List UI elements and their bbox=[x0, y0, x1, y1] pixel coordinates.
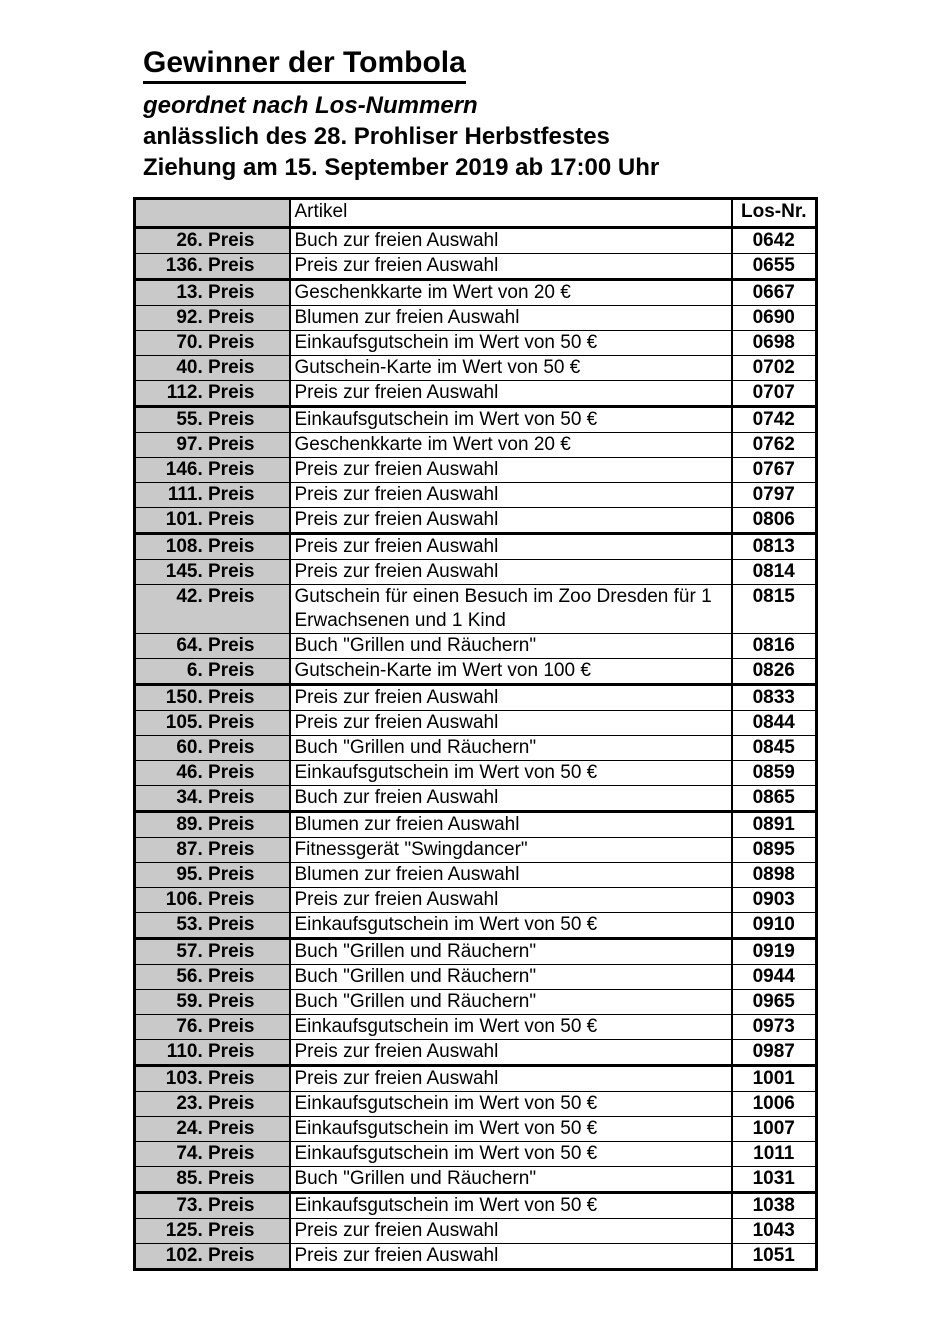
lot-number-cell: 1043 bbox=[732, 1219, 817, 1244]
article-cell: Gutschein-Karte im Wert von 50 € bbox=[290, 356, 732, 381]
article-cell: Fitnessgerät "Swingdancer" bbox=[290, 838, 732, 863]
article-cell: Einkaufsgutschein im Wert von 50 € bbox=[290, 1092, 732, 1117]
table-row bbox=[135, 812, 817, 838]
lot-number-cell: 0667 bbox=[732, 280, 817, 306]
lot-number-cell: 0767 bbox=[732, 458, 817, 483]
article-cell: Einkaufsgutschein im Wert von 50 € bbox=[290, 1117, 732, 1142]
prize-rank-cell: 46. Preis bbox=[135, 761, 290, 786]
lot-number-cell: 0742 bbox=[732, 407, 817, 433]
table-row bbox=[135, 306, 817, 331]
lot-number-cell: 0698 bbox=[732, 331, 817, 356]
prize-rank-cell: 85. Preis bbox=[135, 1167, 290, 1193]
lot-number-cell: 0815 bbox=[732, 585, 817, 634]
article-cell: Gutschein für einen Besuch im Zoo Dresden für 1 Erwachsenen und 1 Kind bbox=[290, 585, 732, 634]
lot-number-cell: 0987 bbox=[732, 1040, 817, 1066]
prize-rank-cell: 53. Preis bbox=[135, 913, 290, 939]
article-cell: Buch "Grillen und Räuchern" bbox=[290, 939, 732, 965]
table-row bbox=[135, 1193, 817, 1219]
article-cell: Buch zur freien Auswahl bbox=[290, 786, 732, 812]
table-row bbox=[135, 1167, 817, 1193]
prize-rank-cell: 13. Preis bbox=[135, 280, 290, 306]
prize-rank-cell: 145. Preis bbox=[135, 560, 290, 585]
lot-number-cell: 1038 bbox=[732, 1193, 817, 1219]
document-header bbox=[0, 0, 949, 183]
article-cell: Buch "Grillen und Räuchern" bbox=[290, 1167, 732, 1193]
table-row bbox=[135, 1244, 817, 1270]
article-cell: Blumen zur freien Auswahl bbox=[290, 306, 732, 331]
prize-rank-cell: 23. Preis bbox=[135, 1092, 290, 1117]
prize-rank-cell: 87. Preis bbox=[135, 838, 290, 863]
table-row bbox=[135, 1142, 817, 1167]
article-cell: Einkaufsgutschein im Wert von 50 € bbox=[290, 407, 732, 433]
lot-number-cell: 0806 bbox=[732, 508, 817, 534]
subtitle-sort-order: geordnet nach Los-Nummern bbox=[143, 92, 478, 119]
winners-table-body bbox=[135, 228, 817, 1270]
prize-rank-cell: 70. Preis bbox=[135, 331, 290, 356]
lot-number-cell: 0826 bbox=[732, 659, 817, 685]
prize-rank-cell: 34. Preis bbox=[135, 786, 290, 812]
prize-rank-cell: 112. Preis bbox=[135, 381, 290, 407]
prize-rank-cell: 42. Preis bbox=[135, 585, 290, 634]
article-cell: Preis zur freien Auswahl bbox=[290, 711, 732, 736]
table-row bbox=[135, 458, 817, 483]
prize-rank-cell: 105. Preis bbox=[135, 711, 290, 736]
prize-rank-cell: 74. Preis bbox=[135, 1142, 290, 1167]
lot-number-cell: 0891 bbox=[732, 812, 817, 838]
prize-rank-cell: 26. Preis bbox=[135, 228, 290, 254]
lot-number-cell: 0859 bbox=[732, 761, 817, 786]
lot-number-cell: 0833 bbox=[732, 685, 817, 711]
table-row bbox=[135, 913, 817, 939]
table-row bbox=[135, 407, 817, 433]
article-cell: Preis zur freien Auswahl bbox=[290, 483, 732, 508]
prize-rank-cell: 73. Preis bbox=[135, 1193, 290, 1219]
table-row bbox=[135, 508, 817, 534]
article-cell: Einkaufsgutschein im Wert von 50 € bbox=[290, 1142, 732, 1167]
prize-rank-cell: 76. Preis bbox=[135, 1015, 290, 1040]
prize-rank-cell: 60. Preis bbox=[135, 736, 290, 761]
lot-number-cell: 0762 bbox=[732, 433, 817, 458]
table-row bbox=[135, 1219, 817, 1244]
article-cell: Einkaufsgutschein im Wert von 50 € bbox=[290, 1015, 732, 1040]
article-cell: Buch "Grillen und Räuchern" bbox=[290, 634, 732, 659]
subtitle-drawing-info: Ziehung am 15. September 2019 ab 17:00 Uhr bbox=[143, 154, 660, 181]
lot-number-cell: 1031 bbox=[732, 1167, 817, 1193]
prize-rank-cell: 59. Preis bbox=[135, 990, 290, 1015]
table-row bbox=[135, 254, 817, 280]
article-cell: Preis zur freien Auswahl bbox=[290, 888, 732, 913]
lot-number-cell: 0910 bbox=[732, 913, 817, 939]
article-cell: Einkaufsgutschein im Wert von 50 € bbox=[290, 761, 732, 786]
article-cell: Buch zur freien Auswahl bbox=[290, 228, 732, 254]
article-column-header: Artikel bbox=[290, 199, 732, 228]
prize-rank-cell: 6. Preis bbox=[135, 659, 290, 685]
lot-number-cell: 0814 bbox=[732, 560, 817, 585]
article-cell: Preis zur freien Auswahl bbox=[290, 1066, 732, 1092]
table-row bbox=[135, 280, 817, 306]
lot-number-cell: 0898 bbox=[732, 863, 817, 888]
prize-rank-cell: 92. Preis bbox=[135, 306, 290, 331]
table-header-row bbox=[135, 199, 817, 228]
article-cell: Preis zur freien Auswahl bbox=[290, 381, 732, 407]
article-cell: Einkaufsgutschein im Wert von 50 € bbox=[290, 1193, 732, 1219]
article-cell: Geschenkkarte im Wert von 20 € bbox=[290, 433, 732, 458]
prize-rank-cell: 55. Preis bbox=[135, 407, 290, 433]
page-title-text: Gewinner der Tombola bbox=[143, 46, 466, 84]
article-cell: Preis zur freien Auswahl bbox=[290, 508, 732, 534]
prize-rank-cell: 89. Preis bbox=[135, 812, 290, 838]
article-cell: Preis zur freien Auswahl bbox=[290, 1244, 732, 1270]
table-row bbox=[135, 1040, 817, 1066]
lot-number-cell: 0816 bbox=[732, 634, 817, 659]
table-row bbox=[135, 560, 817, 585]
table-row bbox=[135, 786, 817, 812]
table-row bbox=[135, 659, 817, 685]
lot-number-cell: 0965 bbox=[732, 990, 817, 1015]
article-cell: Blumen zur freien Auswahl bbox=[290, 863, 732, 888]
prize-rank-cell: 110. Preis bbox=[135, 1040, 290, 1066]
lot-number-cell: 0642 bbox=[732, 228, 817, 254]
winners-table bbox=[133, 197, 818, 1271]
article-cell: Buch "Grillen und Räuchern" bbox=[290, 736, 732, 761]
article-cell: Einkaufsgutschein im Wert von 50 € bbox=[290, 913, 732, 939]
lot-number-cell: 1051 bbox=[732, 1244, 817, 1270]
article-cell: Preis zur freien Auswahl bbox=[290, 560, 732, 585]
table-row bbox=[135, 356, 817, 381]
lot-column-header: Los-Nr. bbox=[732, 199, 817, 228]
prize-rank-cell: 103. Preis bbox=[135, 1066, 290, 1092]
article-cell: Preis zur freien Auswahl bbox=[290, 685, 732, 711]
table-row bbox=[135, 1015, 817, 1040]
table-row bbox=[135, 381, 817, 407]
prize-rank-cell: 97. Preis bbox=[135, 433, 290, 458]
prize-rank-cell: 106. Preis bbox=[135, 888, 290, 913]
lot-number-cell: 0707 bbox=[732, 381, 817, 407]
prize-rank-cell: 57. Preis bbox=[135, 939, 290, 965]
article-cell: Geschenkkarte im Wert von 20 € bbox=[290, 280, 732, 306]
prize-column-header bbox=[135, 199, 290, 228]
article-cell: Preis zur freien Auswahl bbox=[290, 254, 732, 280]
lot-number-cell: 1006 bbox=[732, 1092, 817, 1117]
table-row bbox=[135, 1117, 817, 1142]
prize-rank-cell: 108. Preis bbox=[135, 534, 290, 560]
lot-number-cell: 0944 bbox=[732, 965, 817, 990]
article-cell: Buch "Grillen und Räuchern" bbox=[290, 965, 732, 990]
table-row bbox=[135, 534, 817, 560]
table-row bbox=[135, 634, 817, 659]
prize-rank-cell: 56. Preis bbox=[135, 965, 290, 990]
table-row bbox=[135, 939, 817, 965]
lot-number-cell: 0865 bbox=[732, 786, 817, 812]
table-row bbox=[135, 863, 817, 888]
lot-number-cell: 1011 bbox=[732, 1142, 817, 1167]
prize-rank-cell: 40. Preis bbox=[135, 356, 290, 381]
lot-number-cell: 1007 bbox=[732, 1117, 817, 1142]
table-row bbox=[135, 331, 817, 356]
article-cell: Preis zur freien Auswahl bbox=[290, 458, 732, 483]
article-cell: Preis zur freien Auswahl bbox=[290, 1219, 732, 1244]
lot-number-cell: 0690 bbox=[732, 306, 817, 331]
table-row bbox=[135, 1092, 817, 1117]
prize-rank-cell: 146. Preis bbox=[135, 458, 290, 483]
prize-rank-cell: 136. Preis bbox=[135, 254, 290, 280]
article-cell: Einkaufsgutschein im Wert von 50 € bbox=[290, 331, 732, 356]
prize-rank-cell: 111. Preis bbox=[135, 483, 290, 508]
lot-number-cell: 0702 bbox=[732, 356, 817, 381]
table-row bbox=[135, 585, 817, 634]
article-cell: Buch "Grillen und Räuchern" bbox=[290, 990, 732, 1015]
lot-number-cell: 0813 bbox=[732, 534, 817, 560]
article-cell: Preis zur freien Auswahl bbox=[290, 1040, 732, 1066]
prize-rank-cell: 125. Preis bbox=[135, 1219, 290, 1244]
table-row bbox=[135, 888, 817, 913]
lot-number-cell: 0895 bbox=[732, 838, 817, 863]
prize-rank-cell: 95. Preis bbox=[135, 863, 290, 888]
lot-number-cell: 0845 bbox=[732, 736, 817, 761]
prize-rank-cell: 101. Preis bbox=[135, 508, 290, 534]
article-cell: Gutschein-Karte im Wert von 100 € bbox=[290, 659, 732, 685]
prize-rank-cell: 150. Preis bbox=[135, 685, 290, 711]
table-row bbox=[135, 761, 817, 786]
table-row bbox=[135, 965, 817, 990]
table-row bbox=[135, 483, 817, 508]
lot-number-cell: 0973 bbox=[732, 1015, 817, 1040]
article-cell: Blumen zur freien Auswahl bbox=[290, 812, 732, 838]
lot-number-cell: 0797 bbox=[732, 483, 817, 508]
page-title bbox=[143, 46, 949, 80]
subtitle-occasion: anlässlich des 28. Prohliser Herbstfestes bbox=[143, 123, 610, 150]
table-row bbox=[135, 1066, 817, 1092]
table-row bbox=[135, 838, 817, 863]
article-cell: Preis zur freien Auswahl bbox=[290, 534, 732, 560]
table-row bbox=[135, 711, 817, 736]
lot-number-cell: 0903 bbox=[732, 888, 817, 913]
prize-rank-cell: 24. Preis bbox=[135, 1117, 290, 1142]
lot-number-cell: 1001 bbox=[732, 1066, 817, 1092]
table-row bbox=[135, 990, 817, 1015]
prize-rank-cell: 102. Preis bbox=[135, 1244, 290, 1270]
lot-number-cell: 0919 bbox=[732, 939, 817, 965]
table-row bbox=[135, 228, 817, 254]
lot-number-cell: 0844 bbox=[732, 711, 817, 736]
table-row bbox=[135, 685, 817, 711]
table-row bbox=[135, 433, 817, 458]
prize-rank-cell: 64. Preis bbox=[135, 634, 290, 659]
lot-number-cell: 0655 bbox=[732, 254, 817, 280]
table-row bbox=[135, 736, 817, 761]
